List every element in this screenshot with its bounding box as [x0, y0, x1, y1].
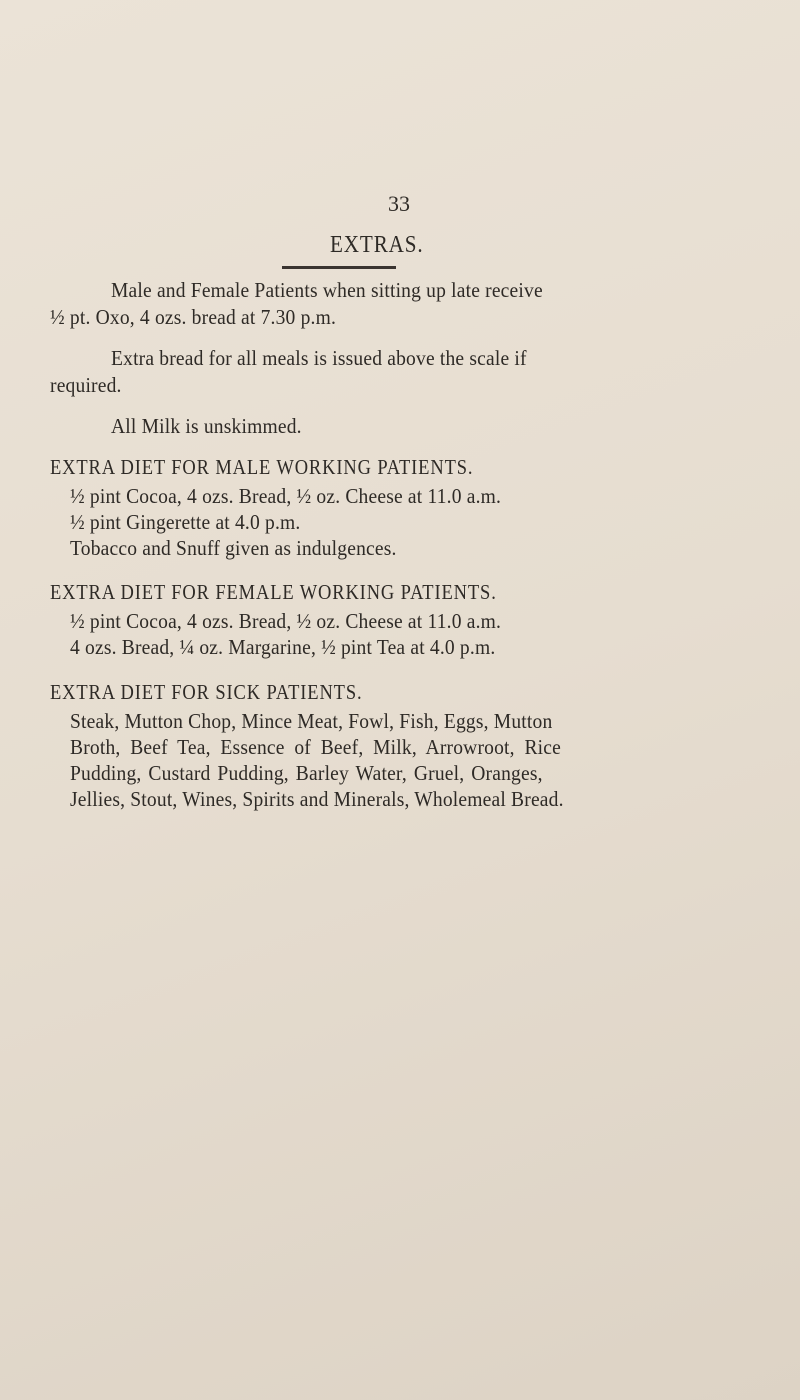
section-line: Broth, Beef Tea, Essence of Beef, Milk, Arrowroot, Rice	[70, 735, 561, 759]
section-line: ½ pint Cocoa, 4 ozs. Bread, ½ oz. Cheese at 11.0 a.m.	[70, 609, 502, 633]
section-line: ½ pint Gingerette at 4.0 p.m.	[70, 510, 301, 534]
intro-p2-line1: Extra bread for all meals is issued above the scale if	[111, 346, 527, 370]
section-line: 4 ozs. Bread, ¼ oz. Margarine, ½ pint Tea at 4.0 p.m.	[70, 635, 496, 659]
page-title: EXTRAS.	[330, 232, 424, 258]
section-line: ½ pint Cocoa, 4 ozs. Bread, ½ oz. Cheese at 11.0 a.m.	[70, 484, 502, 508]
section-heading-sick: EXTRA DIET FOR SICK PATIENTS.	[50, 680, 363, 704]
intro-p2-line2: required.	[50, 373, 122, 397]
section-line: Pudding, Custard Pudding, Barley Water, Gruel, Oranges,	[70, 761, 543, 785]
section-line: Tobacco and Snuff given as indulgences.	[70, 536, 397, 560]
page-number: 33	[388, 191, 410, 216]
intro-p3: All Milk is unskimmed.	[111, 414, 302, 438]
intro-p1-line1: Male and Female Patients when sitting up late receive	[111, 278, 543, 302]
section-heading-female: EXTRA DIET FOR FEMALE WORKING PATIENTS.	[50, 580, 497, 604]
intro-p1-line2: ½ pt. Oxo, 4 ozs. bread at 7.30 p.m.	[50, 305, 337, 329]
title-rule	[282, 266, 396, 269]
section-line: Steak, Mutton Chop, Mince Meat, Fowl, Fish, Eggs, Mutton	[70, 709, 553, 733]
section-heading-male: EXTRA DIET FOR MALE WORKING PATIENTS.	[50, 455, 474, 479]
section-line: Jellies, Stout, Wines, Spirits and Minerals, Wholemeal Bread.	[70, 787, 564, 811]
